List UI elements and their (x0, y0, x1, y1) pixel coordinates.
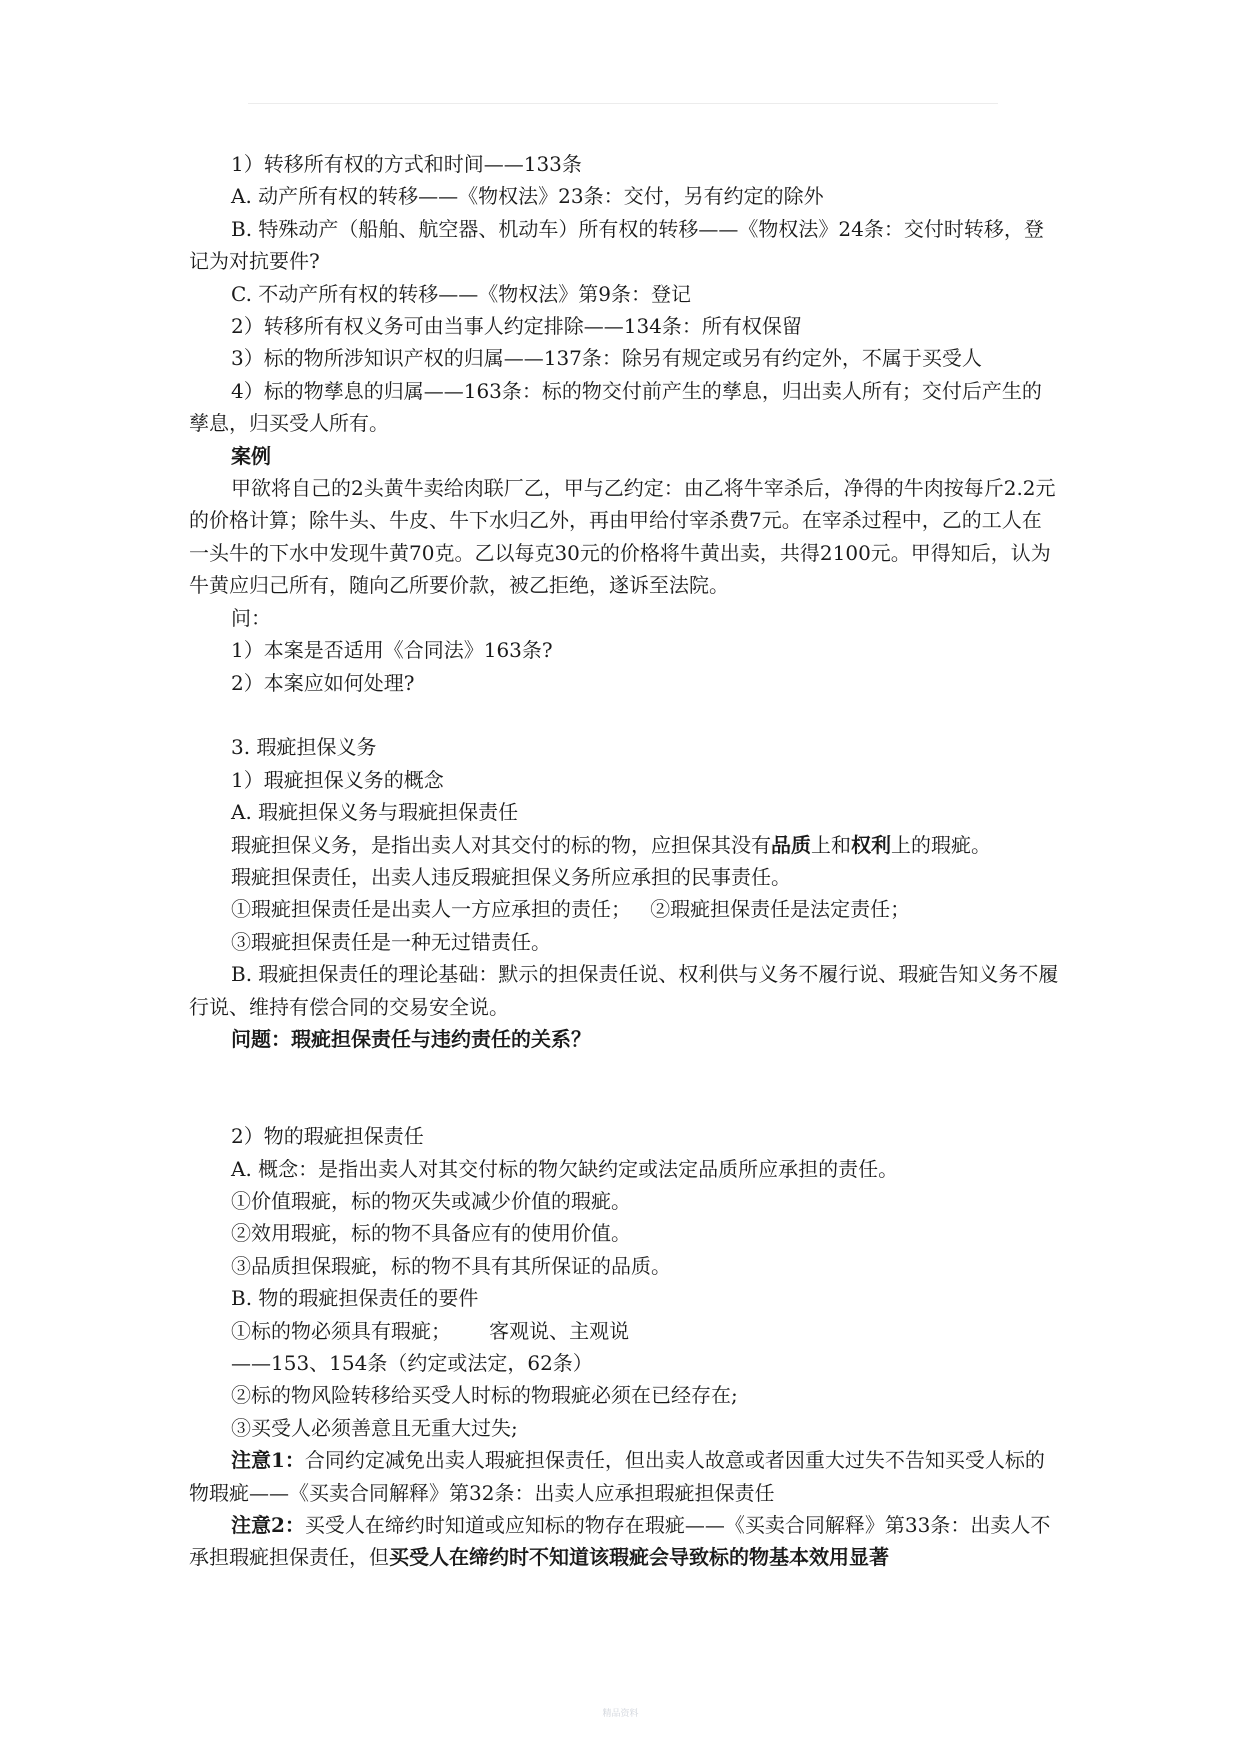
question-item: 2）本案应如何处理? (231, 670, 415, 695)
paragraph: A. 瑕疵担保义务与瑕疵担保责任 (231, 800, 519, 825)
spacer (189, 699, 1059, 731)
question-heading: 问题：瑕疵担保责任与违约责任的关系？ (231, 1026, 591, 1051)
page-footer: 精品资料 (602, 1709, 639, 1719)
paragraph: C. 不动产所有权的转移——《物权法》第9条：登记 (231, 281, 692, 306)
note-paragraph: 注意2：买受人在缔约时知道或应知标的物存在瑕疵——《买卖合同解释》第33条：出卖人不承担瑕疵担保责任，但买受人在缔约时不知道该瑕疵会导致标的物基本效用显著 (189, 1513, 1051, 1570)
paragraph: ①标的物必须具有瑕疵； 客观说、主观说 (231, 1318, 630, 1343)
paragraph: ③品质担保瑕疵，标的物不具有其所保证的品质。 (231, 1253, 671, 1278)
paragraph: 4）标的物孳息的归属——163条：标的物交付前产生的孳息，归出卖人所有；交付后产生的孳息，归买受人所有。 (189, 378, 1042, 436)
paragraph: ——153、154条（约定或法定，62条） (231, 1351, 593, 1375)
paragraph: B. 物的瑕疵担保责任的要件 (231, 1286, 479, 1311)
subsection-heading: 2）物的瑕疵担保责任 (231, 1124, 424, 1149)
paragraph: 1）转移所有权的方式和时间——133条 (231, 152, 582, 176)
paragraph: B. 特殊动产（船舶、航空器、机动车）所有权的转移——《物权法》24条：交付时转移，登记为对抗要件? (189, 216, 1044, 274)
paragraph: A. 概念：是指出卖人对其交付标的物欠缺约定或法定品质所应承担的责任。 (231, 1156, 899, 1181)
paragraph: B. 瑕疵担保责任的理论基础：默示的担保责任说、权利供与义务不履行说、瑕疵告知义务不履行说、维持有偿合同的交易安全说。 (189, 962, 1059, 1019)
paragraph: A. 动产所有权的转移——《物权法》23条：交付，另有约定的除外 (231, 184, 824, 209)
paragraph: 瑕疵担保责任，出卖人违反瑕疵担保义务所应承担的民事责任。 (231, 864, 791, 889)
case-heading: 案例 (231, 443, 271, 468)
definition-paragraph: 瑕疵担保义务，是指出卖人对其交付的标的物，应担保其没有品质上和权利上的瑕疵。 (231, 832, 991, 857)
question-label: 问： (231, 605, 271, 630)
section-heading: 3. 瑕疵担保义务 (231, 735, 377, 760)
question-item: 1）本案是否适用《合同法》163条? (231, 638, 553, 663)
note-paragraph: 注意1：合同约定减免出卖人瑕疵担保责任，但出卖人故意或者因重大过失不告知买受人标的物瑕疵——《买卖合同解释》第32条：出卖人应承担瑕疵担保责任 (189, 1448, 1045, 1505)
subsection-heading: 1）瑕疵担保义务的概念 (231, 767, 444, 792)
paragraph: ②标的物风险转移给买受人时标的物瑕疵必须在已经存在; (231, 1383, 738, 1408)
case-text: 甲欲将自己的2头黄牛卖给肉联厂乙，甲与乙约定：由乙将牛宰杀后，净得的牛肉按每斤2.2元的价格计算；除牛头、牛皮、牛下水归乙外，再由甲给付宰杀费7元。在宰杀过程中，乙的工人在一头牛的下水中发现牛黄70克。乙以每克30元的价格将牛黄出卖，共得2100元。甲得知后，认为牛黄应归己所有，随向乙所要价款，被乙拒绝，遂诉至法院。 (189, 476, 1056, 598)
paragraph: ③瑕疵担保责任是一种无过错责任。 (231, 929, 551, 954)
paragraph: ①价值瑕疵，标的物灭失或减少价值的瑕疵。 (231, 1188, 631, 1213)
spacer (189, 1055, 1059, 1120)
paragraph: 2）转移所有权义务可由当事人约定排除——134条：所有权保留 (231, 314, 802, 339)
header-rule (248, 103, 998, 104)
document-body (189, 148, 1059, 1574)
paragraph: 3）标的物所涉知识产权的归属——137条：除另有规定或另有约定外，不属于买受人 (231, 346, 982, 371)
paragraph: ②效用瑕疵，标的物不具备应有的使用价值。 (231, 1221, 631, 1246)
paragraph: ③买受人必须善意且无重大过失; (231, 1415, 518, 1440)
paragraph: ①瑕疵担保责任是出卖人一方应承担的责任； ②瑕疵担保责任是法定责任； (231, 897, 911, 922)
